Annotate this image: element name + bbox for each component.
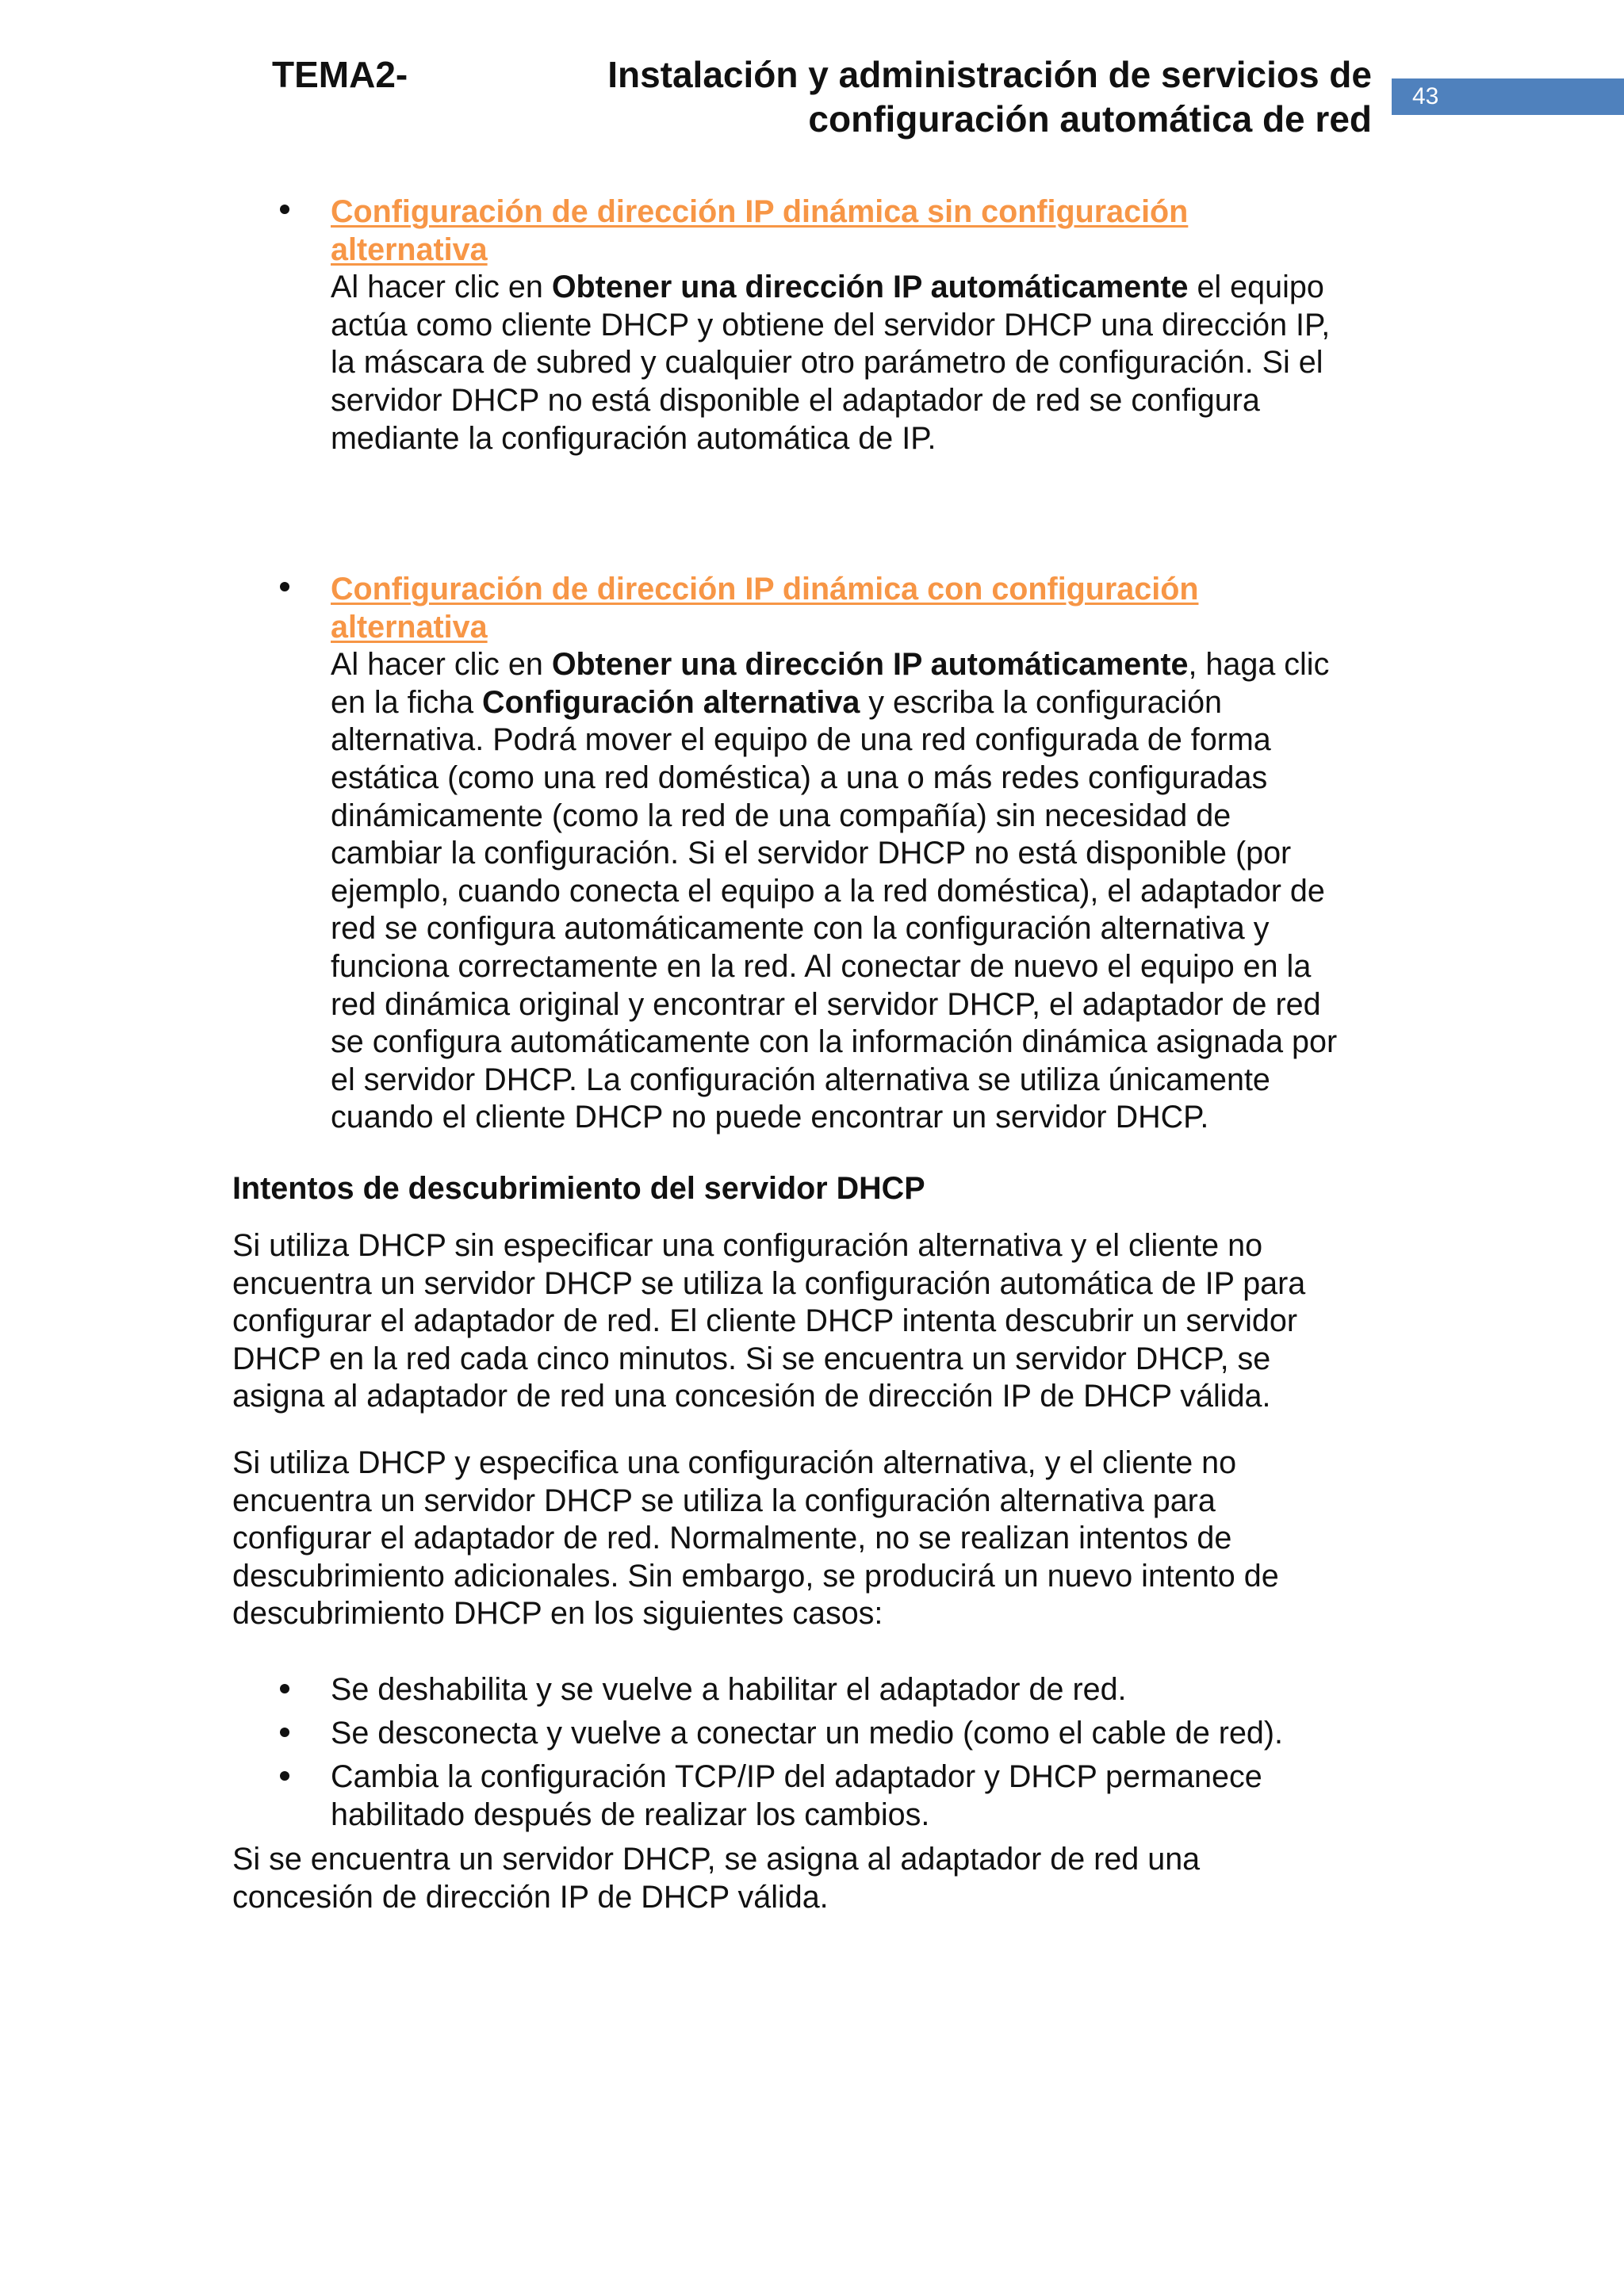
paragraph-line: descubrimiento adicionales. Sin embargo, se producirá un nuevo intento de — [232, 1558, 1279, 1594]
bullet-heading-line-1: Configuración de dirección IP dinámica con configuración — [331, 572, 1199, 607]
paragraph-line: la máscara de subred y cualquier otro parámetro de configuración. Si el — [331, 345, 1323, 381]
bullet-dot — [280, 1728, 289, 1737]
discovery-cases-list — [280, 1671, 1390, 1839]
bullet-dot — [280, 1771, 289, 1781]
section-heading: Intentos de descubrimiento del servidor DHCP — [232, 1171, 925, 1206]
bullet-heading — [331, 571, 1390, 646]
text-run: el equipo — [1188, 270, 1324, 305]
bullet-dot — [280, 1684, 289, 1693]
list-item — [280, 1715, 1390, 1758]
chapter-title — [420, 52, 1372, 141]
bullet-sin-config-alternativa — [280, 193, 1390, 463]
paragraph-line: Si utiliza DHCP y especifica una configuración alternativa, y el cliente no — [232, 1445, 1237, 1480]
paragraph-line: encuentra un servidor DHCP se utiliza la configuración automática de IP para — [232, 1265, 1306, 1301]
chapter-title-line-1: Instalación y administración de servicios de — [607, 54, 1372, 95]
bold-text: Obtener una dirección IP automáticamente — [551, 270, 1189, 305]
paragraph-line: dinámicamente (como la red de una compañía) sin necesidad de — [331, 798, 1231, 833]
paragraph-line: Se desconecta y vuelve a conectar un medio (como el cable de red). — [331, 1716, 1284, 1751]
bullet-heading-line-1: Configuración de dirección IP dinámica sin configuración — [331, 194, 1189, 229]
chapter-title-line-2: configuración automática de red — [808, 98, 1372, 140]
paragraph-line: descubrimiento DHCP en los siguientes casos: — [232, 1596, 883, 1632]
list-item-text — [331, 1758, 1390, 1834]
paragraph-line: se configura automáticamente con la información dinámica asignada por — [331, 1024, 1338, 1060]
paragraph-line: funciona correctamente en la red. Al conectar de nuevo el equipo en la — [331, 948, 1312, 984]
text-run: , haga clic — [1188, 647, 1330, 683]
chapter-label: TEMA2- — [272, 54, 408, 95]
paragraph-line: concesión de dirección IP de DHCP válida. — [232, 1879, 829, 1915]
paragraph-line: actúa como cliente DHCP y obtiene del servidor DHCP una dirección IP, — [331, 307, 1331, 342]
paragraph-line: Se deshabilita y se vuelve a habilitar el adaptador de red. — [331, 1672, 1127, 1707]
bullet-heading-line-2: alternativa — [331, 232, 488, 267]
paragraph-line — [331, 269, 1390, 307]
bullet-dot — [280, 582, 289, 591]
paragraph-line: encuentra un servidor DHCP se utiliza la configuración alternativa para — [232, 1483, 1216, 1518]
paragraph-line: asigna al adaptador de red una concesión de dirección IP de DHCP válida. — [232, 1379, 1271, 1414]
paragraph-line: el servidor DHCP. La configuración alternativa se utiliza únicamente — [331, 1062, 1270, 1097]
paragraph-line: Cambia la configuración TCP/IP del adaptador y DHCP permanece — [331, 1759, 1262, 1794]
list-item — [280, 1671, 1390, 1715]
paragraph-line: cambiar la configuración. Si el servidor DHCP no está disponible (por — [331, 836, 1292, 871]
bold-text: Configuración alternativa — [482, 684, 860, 720]
paragraph-line — [331, 646, 1390, 684]
bullet-content — [331, 193, 1390, 457]
paragraph-line: alternativa. Podrá mover el equipo de una red configurada de forma — [331, 722, 1271, 758]
paragraph-line: ejemplo, cuando conecta el equipo a la red doméstica), el adaptador de — [331, 873, 1325, 909]
bullet-dot — [280, 205, 289, 214]
paragraph-discovery-no-alt — [232, 1227, 1390, 1416]
paragraph-line — [331, 684, 1390, 722]
paragraph-line: servidor DHCP no está disponible el adaptador de red se configura — [331, 382, 1260, 418]
list-item-text — [331, 1715, 1390, 1753]
paragraph-line: mediante la configuración automática de IP. — [331, 420, 936, 456]
paragraph-line: cuando el cliente DHCP no puede encontrar un servidor DHCP. — [331, 1100, 1209, 1135]
bullet-con-config-alternativa — [280, 571, 1390, 1142]
paragraph-line: configurar el adaptador de red. Normalmente, no se realizan intentos de — [232, 1521, 1232, 1556]
text-run: en la ficha — [331, 684, 483, 720]
bold-text: Obtener una dirección IP automáticamente — [551, 647, 1189, 683]
paragraph-line: Si utiliza DHCP sin especificar una configuración alternativa y el cliente no — [232, 1228, 1263, 1263]
paragraph-line: red se configura automáticamente con la configuración alternativa y — [331, 911, 1270, 947]
paragraph-line: red dinámica original y encontrar el servidor DHCP, el adaptador de red — [331, 986, 1321, 1022]
bullet-heading-line-2: alternativa — [331, 609, 488, 645]
paragraph-line: estática (como una red doméstica) a una o más redes configuradas — [331, 760, 1268, 795]
paragraph-discovery-with-alt — [232, 1445, 1390, 1633]
list-item — [280, 1758, 1390, 1839]
page-number-bar — [1392, 78, 1624, 115]
paragraph-line: DHCP en la red cada cinco minutos. Si se encuentra un servidor DHCP, se — [232, 1341, 1271, 1376]
paragraph-line: Si se encuentra un servidor DHCP, se asigna al adaptador de red una — [232, 1842, 1201, 1877]
paragraph-line: habilitado después de realizar los cambios. — [331, 1797, 930, 1832]
page-number: 43 — [1412, 83, 1439, 109]
bullet-content — [331, 571, 1390, 1137]
paragraph-server-found — [232, 1841, 1390, 1916]
bullet-heading — [331, 193, 1390, 269]
text-run: Al hacer clic en — [331, 270, 552, 305]
text-run: y escriba la configuración — [860, 684, 1223, 720]
list-item-text — [331, 1671, 1390, 1709]
paragraph-line: configurar el adaptador de red. El cliente DHCP intenta descubrir un servidor — [232, 1303, 1297, 1339]
text-run: Al hacer clic en — [331, 647, 552, 683]
